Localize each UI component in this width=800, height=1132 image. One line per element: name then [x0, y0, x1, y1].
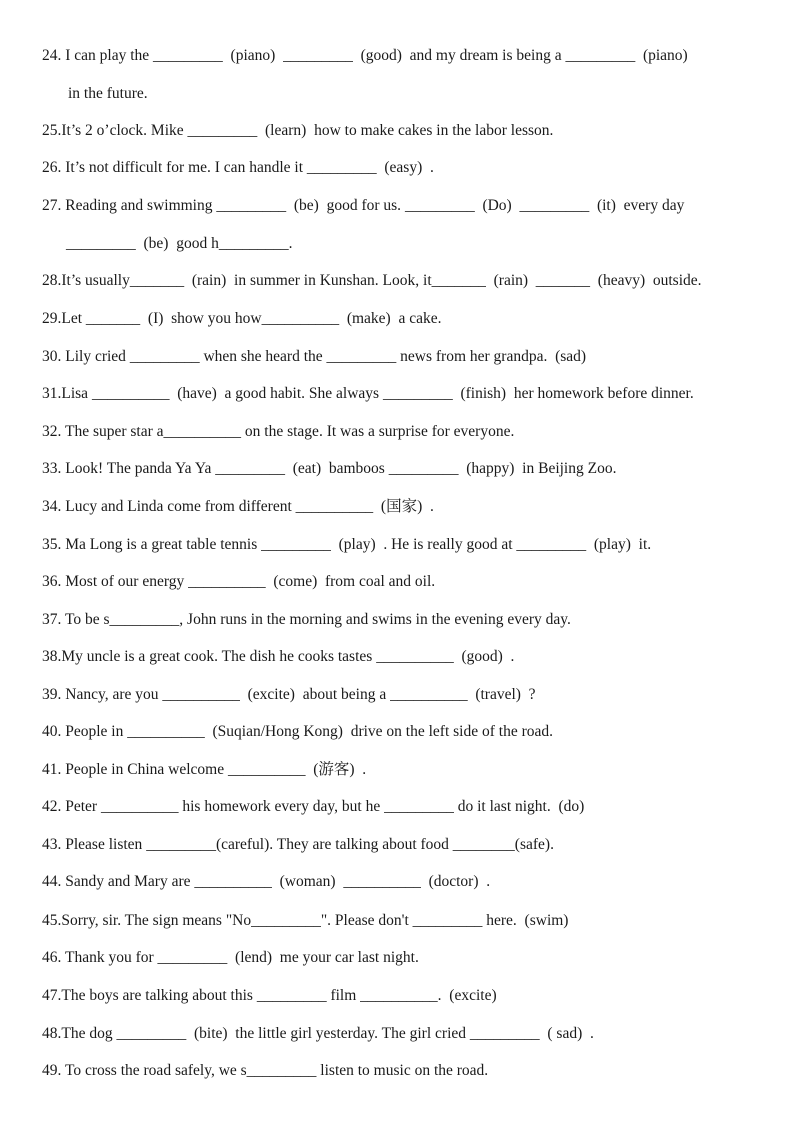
exercise-text: 48.The dog	[42, 1025, 117, 1042]
exercise-text: 26. It’s not difficult for me. I can handle it	[42, 159, 307, 176]
answer-blank[interactable]: _________	[412, 912, 483, 929]
exercise-text: (be) good h	[135, 235, 219, 252]
exercise-line	[42, 422, 514, 442]
exercise-line	[42, 722, 553, 742]
answer-blank[interactable]: __________	[295, 498, 374, 515]
exercise-text: (play) it.	[586, 536, 652, 553]
exercise-line	[42, 271, 702, 291]
exercise-text: (piano)	[222, 47, 284, 64]
exercise-text: news from her grandpa. (sad)	[396, 348, 587, 365]
answer-blank[interactable]: _________	[251, 912, 321, 929]
answer-blank[interactable]: __________	[360, 987, 438, 1004]
answer-blank[interactable]: _________	[404, 197, 475, 214]
exercise-text: 32. The super star a	[42, 423, 164, 440]
exercise-text: (国家) .	[373, 498, 434, 515]
exercise-text: , John runs in the morning and swims in the evening every day.	[179, 611, 571, 628]
answer-blank[interactable]: _________	[519, 197, 590, 214]
answer-blank[interactable]: _________	[187, 122, 258, 139]
answer-blank[interactable]: __________	[390, 686, 468, 703]
exercise-text: 49. To cross the road safely, we s	[42, 1062, 247, 1079]
exercise-text: (careful). They are talking about food	[215, 836, 453, 853]
answer-blank[interactable]: _______	[85, 310, 141, 327]
exercise-text: (play) . He is really good at	[330, 536, 517, 553]
answer-blank[interactable]: _________	[66, 235, 136, 252]
exercise-text: 25.It’s 2 o’clock. Mike	[42, 122, 188, 139]
exercise-text: in the future.	[68, 85, 148, 102]
exercise-text: (have) a good habit. She always	[169, 385, 383, 402]
exercise-text: (good) and my dream is being a	[352, 47, 566, 64]
exercise-text: (rain) in summer in Kunshan. Look, it	[184, 272, 432, 289]
answer-blank[interactable]: _________	[283, 47, 353, 64]
exercise-line	[42, 872, 490, 892]
exercise-text: ". Please don't	[320, 912, 413, 929]
exercise-text: when she heard the	[199, 348, 327, 365]
answer-blank[interactable]: _________	[153, 47, 223, 64]
answer-blank[interactable]: _________	[388, 460, 459, 477]
exercise-line	[42, 986, 497, 1006]
exercise-line	[42, 497, 434, 517]
exercise-text: 40. People in	[42, 723, 128, 740]
exercise-text: (it) every day	[589, 197, 685, 214]
answer-blank[interactable]: __________	[127, 723, 205, 740]
exercise-text: (travel) ?	[467, 686, 536, 703]
answer-blank[interactable]: _________	[469, 1025, 540, 1042]
exercise-text: (rain)	[485, 272, 536, 289]
answer-blank[interactable]: _________	[516, 536, 587, 553]
answer-blank[interactable]: __________	[163, 423, 242, 440]
answer-blank[interactable]: _________	[246, 1062, 317, 1079]
answer-blank[interactable]: _________	[382, 385, 453, 402]
exercise-text: 28.It’s usually	[42, 272, 130, 289]
exercise-text: (safe).	[514, 836, 554, 853]
answer-blank[interactable]: _________	[384, 798, 454, 815]
answer-blank[interactable]: _________	[216, 197, 287, 214]
answer-blank[interactable]: __________	[100, 798, 179, 815]
exercise-text: 35. Ma Long is a great table tennis	[42, 536, 262, 553]
exercise-text: (happy) in Beijing Zoo.	[458, 460, 617, 477]
exercise-text: 30. Lily cried	[42, 348, 130, 365]
exercise-text: (learn) how to make cakes in the labor lesson.	[257, 122, 554, 139]
exercise-text: 45.Sorry, sir. The sign means "No	[42, 912, 252, 929]
exercise-text: 38.My uncle is a great cook. The dish he cooks tastes	[42, 648, 377, 665]
answer-blank[interactable]: __________	[91, 385, 170, 402]
exercise-text: (heavy) outside.	[590, 272, 702, 289]
answer-blank[interactable]: __________	[343, 873, 421, 890]
answer-blank[interactable]: _________	[157, 949, 228, 966]
exercise-line	[42, 158, 434, 178]
exercise-text: 34. Lucy and Linda come from different	[42, 498, 296, 515]
exercise-text: (bite) the little girl yesterday. The girl cried	[186, 1025, 470, 1042]
exercise-text: do it last night. (do)	[453, 798, 585, 815]
exercise-text: (easy) .	[376, 159, 434, 176]
exercise-line	[42, 1061, 488, 1081]
exercise-text: 39. Nancy, are you	[42, 686, 163, 703]
exercise-text: .	[288, 235, 293, 252]
exercise-line	[42, 347, 586, 367]
exercise-text: (I) show you how	[140, 310, 262, 327]
exercise-text: 46. Thank you for	[42, 949, 158, 966]
exercise-line	[42, 535, 651, 555]
exercise-text: . (excite)	[437, 987, 497, 1004]
exercise-text: 43. Please listen	[42, 836, 147, 853]
exercise-text: (Suqian/Hong Kong) drive on the left side of the road.	[204, 723, 553, 740]
exercise-line	[42, 121, 553, 141]
answer-blank[interactable]: _________	[256, 987, 327, 1004]
exercise-text: 37. To be s	[42, 611, 110, 628]
exercise-text: on the stage. It was a surprise for everyone.	[241, 423, 515, 440]
exercise-text: 31.Lisa	[42, 385, 92, 402]
exercise-line	[66, 234, 292, 254]
exercise-text: (lend) me your car last night.	[227, 949, 419, 966]
exercise-text: 47.The boys are talking about this	[42, 987, 257, 1004]
exercise-text: 33. Look! The panda Ya Ya	[42, 460, 216, 477]
exercise-line	[42, 948, 419, 968]
answer-blank[interactable]: _________	[215, 460, 285, 477]
answer-blank[interactable]: _______	[535, 272, 591, 289]
exercise-line	[42, 610, 571, 630]
exercise-line	[42, 760, 366, 780]
exercise-text: 27. Reading and swimming	[42, 197, 217, 214]
exercise-text: (eat) bamboos	[284, 460, 389, 477]
answer-blank[interactable]: __________	[227, 761, 306, 778]
exercise-line	[68, 84, 148, 104]
answer-blank[interactable]: __________	[261, 310, 340, 327]
answer-blank[interactable]: _________	[129, 348, 200, 365]
answer-blank[interactable]: _________	[565, 47, 636, 64]
exercise-text: (piano)	[635, 47, 688, 64]
exercise-text: (good) .	[453, 648, 515, 665]
exercise-text: listen to music on the road.	[316, 1062, 489, 1079]
answer-blank[interactable]: __________	[194, 873, 272, 890]
exercise-text: 41. People in China welcome	[42, 761, 228, 778]
answer-blank[interactable]: __________	[188, 573, 266, 590]
answer-blank[interactable]: _______	[431, 272, 486, 289]
exercise-text: (游客) .	[305, 761, 367, 778]
exercise-text: his homework every day, but he	[178, 798, 385, 815]
exercise-line	[42, 459, 616, 479]
answer-blank[interactable]: _________	[109, 611, 180, 628]
answer-blank[interactable]: _________	[326, 348, 397, 365]
answer-blank[interactable]: _________	[116, 1025, 187, 1042]
answer-blank[interactable]: __________	[162, 686, 240, 703]
exercise-text: (be) good for us.	[286, 197, 405, 214]
exercise-line	[42, 685, 536, 705]
exercise-line	[42, 384, 694, 404]
exercise-text: 29.Let	[42, 310, 86, 327]
answer-blank[interactable]: _________	[306, 159, 377, 176]
exercise-line	[42, 911, 568, 931]
exercise-text: (doctor) .	[420, 873, 491, 890]
exercise-text: here. (swim)	[482, 912, 569, 929]
exercise-line	[42, 572, 435, 592]
exercise-text: (woman)	[271, 873, 344, 890]
exercise-text: (excite) about being a	[239, 686, 391, 703]
exercise-text: 42. Peter	[42, 798, 101, 815]
exercise-line	[42, 835, 554, 855]
exercise-line	[42, 647, 514, 667]
exercise-text: 36. Most of our energy	[42, 573, 189, 590]
exercise-line	[42, 309, 441, 329]
answer-blank[interactable]: ________	[452, 836, 515, 853]
answer-blank[interactable]: _________	[218, 235, 289, 252]
exercise-line	[42, 797, 584, 817]
exercise-line	[42, 1024, 594, 1044]
exercise-line	[42, 46, 688, 66]
answer-blank[interactable]: _________	[261, 536, 331, 553]
exercise-text: film	[326, 987, 361, 1004]
exercise-text: ( sad) .	[539, 1025, 594, 1042]
exercise-text: (make) a cake.	[339, 310, 442, 327]
exercise-text: 44. Sandy and Mary are	[42, 873, 195, 890]
exercise-text: 24. I can play the	[42, 47, 154, 64]
exercise-text: (finish) her homework before dinner.	[452, 385, 694, 402]
answer-blank[interactable]: _________	[146, 836, 216, 853]
answer-blank[interactable]: _______	[129, 272, 185, 289]
exercise-text: (come) from coal and oil.	[265, 573, 436, 590]
exercise-line	[42, 196, 684, 216]
exercise-text: (Do)	[474, 197, 520, 214]
answer-blank[interactable]: __________	[376, 648, 454, 665]
